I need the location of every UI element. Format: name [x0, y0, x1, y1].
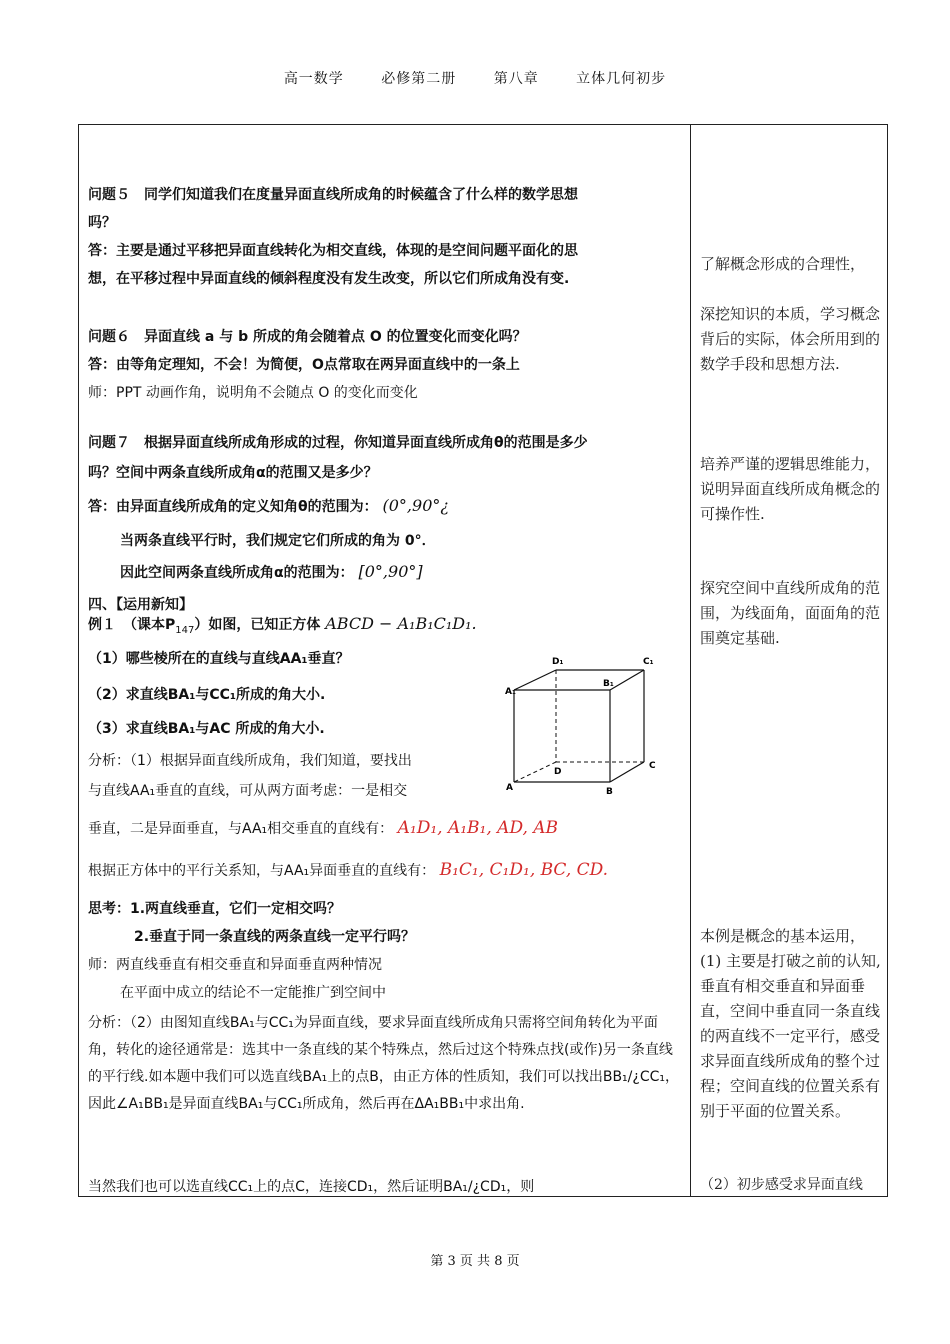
perpendicular-intersecting-lines: A₁D₁, A₁B₁, AD, AB — [397, 818, 559, 838]
label-d: D — [554, 767, 562, 777]
label-c1: C₁ — [643, 657, 654, 667]
side-note-6: （2）初步感受求异面直线 — [700, 1177, 863, 1193]
analysis-3: 当然我们也可以选直线CC₁上的点C，连接CD₁，然后证明BA₁/¿CD₁，则 — [88, 1179, 535, 1195]
q6-title: 问题６ 异面直线 a 与 b 所成的角会随着点 O 的位置变化而变化吗？ — [88, 329, 527, 345]
analysis-1-d-text: 根据正方体中的平行关系知，与AA₁异面垂直的直线有： — [88, 863, 436, 879]
teacher-note-2: 师：两直线垂直有相交垂直和异面垂直两种情况 — [88, 957, 382, 973]
header-chapter: 第八章 — [493, 71, 539, 87]
q5-title-2: 吗？ — [88, 215, 116, 231]
analysis-1-c-text: 垂直，二是异面垂直，与AA₁相交垂直的直线有： — [88, 821, 394, 837]
q5-answer-2: 想，在平移过程中异面直线的倾斜程度没有发生改变，所以它们所成角没有变. — [88, 271, 570, 287]
q7-range-alpha: [0°,90°] — [358, 562, 423, 581]
page-header — [0, 68, 950, 88]
label-b: B — [606, 787, 613, 797]
analysis-1-a: 分析：（1）根据异面直线所成角，我们知道，要找出 — [88, 753, 412, 769]
example-1-q1: （1）哪些棱所在的直线与直线AA₁垂直？ — [88, 651, 350, 667]
page-footer: 第 3 页 共 8 页 — [430, 1254, 520, 1269]
q7-title-2: 吗？空间中两条直线所成角α的范围又是多少？ — [88, 465, 378, 481]
side-note-1: 了解概念形成的合理性， — [700, 255, 866, 273]
label-b1: B₁ — [603, 679, 614, 689]
header-book: 必修第二册 — [381, 71, 457, 87]
analysis-1-b: 与直线AA₁垂直的直线，可从两方面考虑：一是相交 — [88, 783, 408, 799]
side-note-3: 培养严谨的逻辑思维能力，说明异面直线所成角概念的可操作性. — [700, 455, 881, 523]
q7-range-theta: (0°,90°¿ — [382, 496, 449, 515]
example-1-cube: ABCD − A₁B₁C₁D₁. — [325, 614, 477, 633]
q7-answer-2: 当两条直线平行时，我们规定它们所成的角为 0°． — [120, 533, 436, 549]
perpendicular-skew-lines: B₁C₁, C₁D₁, BC, CD. — [439, 860, 609, 880]
q7-title: 问题７ 根据异面直线所成角形成的过程，你知道异面直线所成角θ的范围是多少 — [88, 435, 588, 451]
analysis-2: 分析：（2）由图知直线BA₁与CC₁为异面直线，要求异面直线所成角只需将空间角转化为平面角，转化的途径通常是：选其中一条直线的某个特殊点，然后过这个特殊点找(或作)另一条直线的平行线.如本题中我们可以选直线BA₁上的点B，由正方体的性质知，我们可以找出BB₁/¿CC₁，因此∠A₁BB₁是异面直线BA₁与CC₁所成角，然后再在ΔA₁BB₁中求出角. — [88, 1015, 679, 1112]
section-title: 四、【运用新知】 — [88, 597, 193, 613]
q6-answer: 答：由等角定理知，不会！为简便，O点常取在两异面直线中的一条上 — [88, 357, 520, 373]
example-1-q3: （3）求直线BA₁与AC 所成的角大小. — [88, 721, 325, 737]
q5-title: 问题５ 同学们知道我们在度量异面直线所成角的时候蕴含了什么样的数学思想 — [88, 187, 578, 203]
q5-answer-1: 答：主要是通过平移把异面直线转化为相交直线，体现的是空间问题平面化的思 — [88, 243, 578, 259]
example-1-rest: ）如图，已知正方体 — [194, 617, 321, 633]
q7-answer-3 — [120, 562, 423, 582]
side-note-2: 深挖知识的本质，学习概念背后的实际，体会所用到的数学手段和思想方法. — [700, 305, 881, 373]
think-1: 思考：1.两直线垂直，它们一定相交吗？ — [88, 901, 342, 917]
label-c: C — [649, 761, 656, 771]
header-topic: 立体几何初步 — [576, 71, 667, 87]
example-1-q2: （2）求直线BA₁与CC₁所成的角大小. — [88, 687, 326, 703]
q7-answer-1-text: 答：由异面直线所成角的定义知角θ的范围为： — [88, 499, 378, 515]
label-a: A — [506, 783, 513, 793]
cube-figure — [500, 652, 670, 802]
example-1-page: 147 — [175, 624, 195, 636]
header-grade: 高一数学 — [283, 71, 344, 87]
example-1-label: 例１ （课本P — [88, 617, 176, 633]
example-1-title — [88, 614, 477, 636]
label-d1: D₁ — [552, 657, 564, 667]
analysis-1-d — [88, 860, 608, 880]
analysis-1-c — [88, 818, 558, 838]
column-divider — [690, 124, 691, 1197]
think-2: 2.垂直于同一条直线的两条直线一定平行吗？ — [134, 929, 416, 945]
side-note-5: 本例是概念的基本运用，(1) 主要是打破之前的认知, 垂直有相交垂直和异面垂直，空间中垂直同一条直线的两直线不一定平行，感受求异面直线所成角的整个过程；空间直线的位置关系有别于平面的位置关系。 — [700, 927, 881, 1120]
label-a1: A₁ — [505, 687, 516, 697]
side-note-4: 探究空间中直线所成角的范围，为线面角，面面角的范围奠定基础. — [700, 579, 881, 647]
teacher-note-3: 在平面中成立的结论不一定能推广到空间中 — [120, 985, 386, 1001]
q6-teacher-note: 师：PPT 动画作角，说明角不会随点 O 的变化而变化 — [88, 385, 418, 401]
q7-answer-3-text: 因此空间两条直线所成角α的范围为： — [120, 565, 354, 581]
q7-answer-1 — [88, 496, 449, 516]
